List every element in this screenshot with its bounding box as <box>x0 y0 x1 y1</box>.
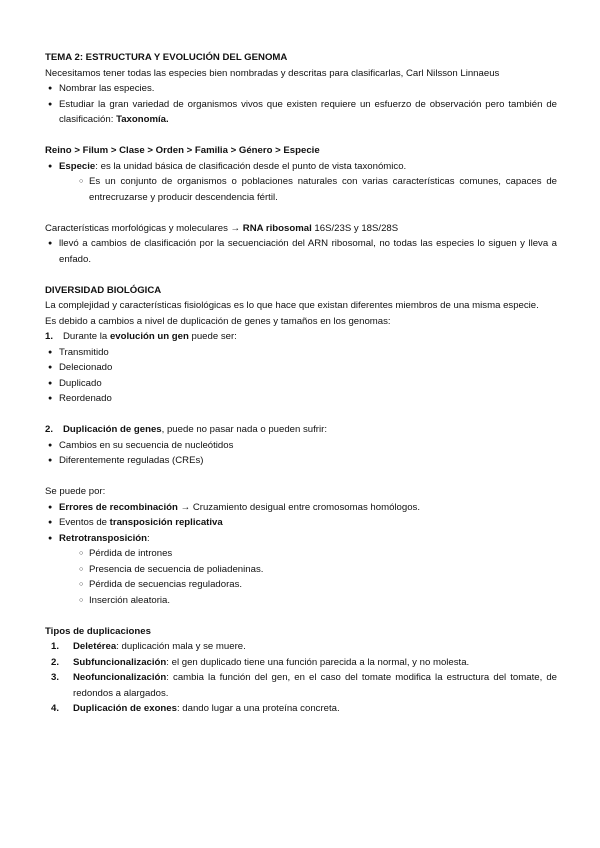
rank: Reino <box>45 145 72 156</box>
list-item: ● Delecionado <box>45 360 557 376</box>
sub-list-item: ○ Pérdida de intrones <box>79 546 557 562</box>
rank: Género <box>238 145 273 156</box>
duplication-effects-list <box>45 438 557 469</box>
numbered-item: 4. Duplicación de exones: dando lugar a una proteína concreta. <box>51 703 340 714</box>
list-item: ● Nombrar las especies. <box>45 81 557 97</box>
sub-list-item: ○ Es un conjunto de organismos o poblaciones naturales con varias características comunes, capaces de entrecruzarse y producir descendencia fértil. <box>79 174 557 205</box>
list-item: ● Errores de recombinación → Cruzamiento desigual entre cromosomas homólogos. <box>45 500 557 516</box>
list-item: ● llevó a cambios de clasificación por la secuenciación del ARN ribosomal, no todas las especies lo siguen y lleva a enfado. <box>45 236 557 267</box>
numbered-item: 1. Durante la evolución un gen puede ser: <box>45 331 237 342</box>
arrow-icon: → <box>230 222 241 234</box>
paragraph: Se puede por: <box>45 486 106 497</box>
rank: Especie <box>283 145 320 156</box>
numbered-list <box>45 329 557 345</box>
taxonomic-hierarchy: Reino > Filum > Clase > Orden > Familia > Género > Especie <box>45 145 320 156</box>
rna-ribosomal-line: Características morfológicas y moleculares → RNA ribosomal 16S/23S y 18S/28S <box>45 222 399 234</box>
especie-list <box>45 159 557 206</box>
paragraph: La complejidad y características fisiológicas es lo que hace que existan diferentes miembros de una misma especie. <box>45 300 539 311</box>
rank: Filum <box>82 145 109 156</box>
numbered-item: 3. Neofuncionalización: cambia la función del gen, en el caso del tomate modifica la estructura del tomate, de redondos a alargados. <box>51 672 557 699</box>
document-title: TEMA 2: ESTRUCTURA Y EVOLUCIÓN DEL GENOMA <box>45 52 288 63</box>
mechanisms-list <box>45 500 557 609</box>
sub-list <box>59 174 557 205</box>
rank: Familia <box>194 145 228 156</box>
section-title: DIVERSIDAD BIOLÓGICA <box>45 284 162 296</box>
list-item: ● Duplicado <box>45 376 557 392</box>
list-item: ● Cambios en su secuencia de nucleótidos <box>45 438 557 454</box>
duplication-types-list <box>45 639 557 717</box>
section-title: Tipos de duplicaciones <box>45 625 151 637</box>
list-item: ● Reordenado <box>45 391 557 407</box>
list-item: ● Diferentemente reguladas (CREs) <box>45 453 557 469</box>
arrow-icon: → <box>177 501 193 513</box>
sub-list-item: ○ Presencia de secuencia de poliadeninas. <box>79 562 557 578</box>
taxonomia-term: Taxonomía. <box>116 114 169 125</box>
numbered-list <box>45 422 557 438</box>
gene-fate-list <box>45 345 557 407</box>
numbered-item: 2. Subfuncionalización: el gen duplicado tiene una función parecida a la normal, y no molesta. <box>51 656 470 668</box>
intro-list <box>45 81 557 128</box>
list-item: ● Retrotransposición: ○ Pérdida de intrones ○ Presencia de secuencia de poliadeninas. ○ Pérdida de secuencias reguladoras. ○ Inserción aleatoria. <box>45 531 557 609</box>
sub-list <box>59 546 557 608</box>
list-item: ● Eventos de transposición replicativa <box>45 515 557 531</box>
sub-list-item: ○ Pérdida de secuencias reguladoras. <box>79 577 557 593</box>
rna-list <box>45 236 557 267</box>
intro-paragraph: Necesitamos tener todas las especies bien nombradas y descritas para clasificarlas, Carl Nilsson Linnaeus <box>45 67 500 79</box>
list-item: ● Transmitido <box>45 345 557 361</box>
paragraph: Es debido a cambios a nivel de duplicación de genes y tamaños en los genomas: <box>45 315 391 327</box>
rank: Clase <box>119 145 145 156</box>
numbered-item: 2. Duplicación de genes, puede no pasar nada o pueden sufrir: <box>45 424 327 435</box>
sub-list-item: ○ Inserción aleatoria. <box>79 593 557 609</box>
list-item: ● Estudiar la gran variedad de organismos vivos que existen requiere un esfuerzo de observación pero también de clasificación: Taxonomía. <box>45 97 557 128</box>
list-item: ● Especie: es la unidad básica de clasificación desde el punto de vista taxonómico. ○ Es un conjunto de organismos o poblaciones naturales con varias características comunes, capaces de entrecruzarse y producir descendencia fértil. <box>45 159 557 206</box>
document-page <box>45 50 557 717</box>
numbered-item: 1. Deletérea: duplicación mala y se muere. <box>51 641 246 652</box>
rank: Orden <box>155 145 184 156</box>
